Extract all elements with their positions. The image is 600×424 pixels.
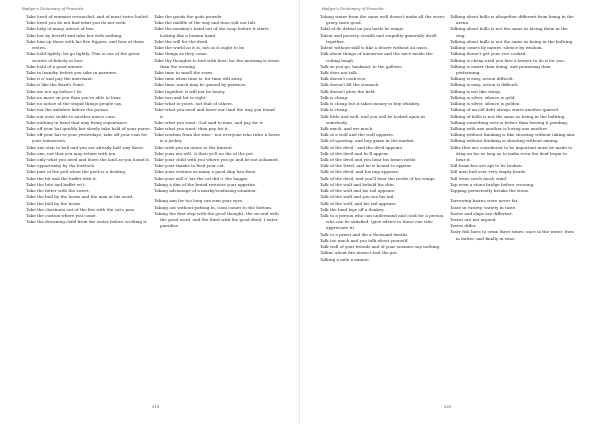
proverb-entry: Take with you an onion to the funeral. xyxy=(154,144,233,150)
page-number: 519 xyxy=(152,404,160,409)
left-page-column-2 xyxy=(154,14,280,229)
proverb-entry: Tastes differ. xyxy=(450,223,477,229)
proverb-entry: Talk doesn't plow the field. xyxy=(320,88,376,94)
page-number: 520 xyxy=(444,404,452,409)
proverb-entry: Talk the hind legs off a donkey. xyxy=(320,206,385,212)
proverb-entry: Take help of many, advice of few. xyxy=(26,26,95,32)
proverb-entry: Talking is silver, silence is golden. xyxy=(450,101,521,107)
proverb-entry: Talking about bulls is altogether different from being in the arena. xyxy=(450,14,574,26)
proverb-entry: Talking about bulls is not the same as facing them in the ring. xyxy=(450,26,568,38)
proverb-entry: Talk much, and err much. xyxy=(320,125,374,131)
proverb-entry: Talent and poverty, wealth and stupidity generally dwell together. xyxy=(320,32,437,44)
proverb-entry: Talk of the wolf and behold his skin. xyxy=(320,181,395,187)
proverb-entry: Take him up there with his five Eggses, and four of them rotten. xyxy=(26,38,144,51)
running-head: Badger's Dictionary of Proverbs xyxy=(322,6,384,11)
proverb-entry: Take your will o' tas the cat did o' the haggis. xyxy=(154,175,249,181)
proverb-entry: Take the goods the gods provide. xyxy=(154,14,223,19)
proverb-entry: Talk of the devil - and the devil appears. xyxy=(320,144,404,150)
proverb-entry: Talent without skill is like a desert without an oasis. xyxy=(320,45,429,51)
proverb-entry: Take her by herself and take her with nothing. xyxy=(26,32,123,38)
proverb-entry: Taking out without putting in, soon comes to the bottom. xyxy=(154,204,273,210)
right-page-column-1 xyxy=(320,14,446,263)
proverb-entry: Take what you want, God said to man, and pay for it. xyxy=(154,119,264,125)
proverb-entry: Take the middle of the way and thou wilt not fall. xyxy=(154,20,257,26)
proverb-entry: Take in laundry before you take in partners. xyxy=(26,69,118,75)
proverb-entry: Take part of the pelf when the pack is a dealing. xyxy=(26,169,127,175)
proverb-entry: Take your venture as many a good ship has done. xyxy=(154,169,257,175)
proverb-entry: Talk is cheap but it takes money to buy whiskey. xyxy=(320,101,421,107)
proverb-entry: Take one, not that you may return with ten. xyxy=(26,150,117,156)
proverb-entry: Talk of sporting, and buy game in the market. xyxy=(320,138,416,144)
proverb-entry: Take the bull by the horns and the man at his word. xyxy=(26,194,134,200)
proverb-entry: Take no more on you than you're able to bear. xyxy=(26,94,122,100)
proverb-entry: Talk to a person who can understand and cook for a person who can be satisfied. (give advice to those one who appreciate it) xyxy=(320,213,444,231)
right-page xyxy=(300,0,580,424)
proverb-entry: Take hold of a good minute. xyxy=(26,63,84,69)
proverb-entry: Talk little and well, and you will be looked upon as somebody. xyxy=(320,113,426,125)
proverb-entry: Talk of the wolf and you see his tail. xyxy=(320,194,395,200)
proverb-entry: Talk of the Devil, and he is bound to appear. xyxy=(320,163,412,169)
proverb-entry: Take the bitter with the sweet. xyxy=(26,188,90,194)
proverb-entry: Take no notice of the stupid things people say. xyxy=(26,101,123,107)
proverb-entry: Talking of bulls is not the same as being in the bullring. xyxy=(450,113,566,119)
proverb-entry: Tasty fish have to swim three times: once in the water, then in butter, and finally in wine. xyxy=(450,229,574,241)
proverb-entry: Talk of the devil, and his imp appears. xyxy=(320,169,400,175)
proverb-entry: Talk too much and you talk about yourself. xyxy=(320,237,409,243)
proverb-entry: Talk of a wolf and the wolf appears. xyxy=(320,132,395,138)
proverb-entry: Take time: much may be gained by patience. xyxy=(154,82,247,88)
proverb-entry: Talk about things of tomorrow and the mice inside the ceiling laugh. xyxy=(320,51,433,63)
proverb-entry: Take the bull by the horns. xyxy=(26,200,82,206)
proverb-entry: Take what you need and leave our land the way you found it. xyxy=(154,107,275,119)
proverb-entry: Talk as you go, husband, to the gallows. xyxy=(320,63,403,69)
proverb-entry: Talk doesn't fill the stomach. xyxy=(320,82,380,88)
proverb-entry: Talk of the devil and you hear his bones rattle. xyxy=(320,157,417,163)
proverb-entry: Take opportunity by the forelock. xyxy=(26,163,96,169)
proverb-entry: Take nothing in hand that may bring repentance. xyxy=(26,119,129,125)
proverb-entry: Tall branches are apt to be broken. xyxy=(450,163,523,169)
right-page-column-2 xyxy=(450,14,576,242)
proverb-entry: Take it like the Bard's Point. xyxy=(26,82,85,88)
proverb-entry: Taking water from the same well doesn't make all the wives' gravy taste good. xyxy=(320,14,446,26)
proverb-entry: Talk to a priest and die a thousand deaths. xyxy=(320,231,409,237)
proverb-entry: Take things as they come. xyxy=(154,51,208,57)
proverb-entry: Take the monkey's hand out of the soup before it starts looking like a human hand. xyxy=(154,26,269,38)
proverb-entry: Talks that are considered to be important must be made to drag on for so long as to make even the deaf begin to hear it. xyxy=(450,144,573,163)
proverb-entry: Take time when time is, for time will away. xyxy=(154,76,243,82)
proverb-entry: Take the chestnuts out of the fire with the cat's paw. xyxy=(26,206,135,212)
proverb-entry: Talking is cheap until you hire a lawyer to do it for you. xyxy=(450,57,566,63)
proverb-entry: Talking of an old debt always starts another quarrel. xyxy=(450,107,560,113)
proverb-entry: Tastes are not argued. xyxy=(450,217,497,222)
proverb-entry: Talal of de debtal an you heels he wings. xyxy=(320,26,405,32)
proverb-entry: Take it a' and pay the merchant. xyxy=(26,76,94,82)
proverb-entry: Take me not up before I fa'. xyxy=(26,88,84,94)
proverb-entry: Tall trees catch much wind. xyxy=(450,175,508,181)
proverb-entry: Talking about bulls is not the same as being in the bullring. xyxy=(450,38,574,44)
proverb-entry: Take the custom where you come. xyxy=(26,213,97,218)
left-page-column-1 xyxy=(26,14,152,225)
proverb-entry: Taking a dim of the bread restores your appetite. xyxy=(154,181,257,187)
proverb-entry: Talking without thinking is like shooting without taking aim. xyxy=(450,132,576,138)
proverb-entry: Talking is easy, action difficult. xyxy=(450,76,514,82)
proverb-entry: Tapping persistently breaks the stone. xyxy=(450,188,530,194)
proverb-entry: Take the bit and the buffet with it. xyxy=(26,175,98,181)
proverb-entry: Talking without thinking is shooting without aiming. xyxy=(450,138,559,144)
proverb-entry: Take off your hat to your yesterdays; take off your coat for your tomorrows. xyxy=(26,132,148,144)
proverb-entry: Take wisdom from the wise - not everyone who rides a horse is a jockey. xyxy=(154,132,280,144)
proverb-entry: Take the drowning child from the water before scolding it. xyxy=(26,219,148,225)
proverb-entry: Take your child with you where you go and be not ashamed. xyxy=(154,157,279,163)
proverb-entry: Talking is easier than doing, and promising than performing. xyxy=(450,63,551,75)
left-page xyxy=(0,0,280,424)
running-head: Badger's Dictionary of Proverbs xyxy=(22,6,84,11)
proverb-entry: Take heed of enemies reconciled, and of meat twice boiled. xyxy=(26,14,150,19)
proverb-entry: Tap even a stone bridge before crossing. xyxy=(450,181,535,187)
proverb-entry: Taking advantage of a murky/confusing situation. xyxy=(154,188,257,194)
proverb-entry: Tall men had ever very empty heads. xyxy=(450,169,527,175)
proverb-entry: Take the world as it is, not as it ought to be. xyxy=(154,45,246,51)
proverb-entry: Talk is cheap. xyxy=(320,94,349,100)
proverb-entry: Take not the antidote before the poison. xyxy=(26,107,110,113)
proverb-entry: Tastes and slaps are different. xyxy=(450,210,513,216)
proverb-entry: Talk well of your friends and of your enemies say nothing. xyxy=(320,244,441,250)
proverb-entry: Take the bite and buffet wi't. xyxy=(26,181,86,187)
proverb-entry: Take time to smell the roses. xyxy=(154,69,214,75)
proverb-entry: Take two and hit to right. xyxy=(154,94,207,100)
proverb-entry: Talking is easy, action is difficult. xyxy=(450,82,519,88)
proverb-entry: Talking something over is better than leaving it pending. xyxy=(450,119,569,125)
proverb-entry: Talking is not like doing. xyxy=(450,88,502,94)
proverb-entry: Take not your sickle to another man's corn. xyxy=(26,113,117,119)
proverb-entry: Take off your hat quickly but slowly take hold of your purse. xyxy=(26,125,151,131)
proverb-entry: Talking comes by nature, silence by wisdom. xyxy=(450,45,543,51)
proverb-entry: Talk of the wolf and his tail appears. xyxy=(320,188,396,194)
proverb-entry: Taking aim for too long can ruin your eyes. xyxy=(154,198,244,204)
proverb-entry: Take one step to hell and you are already half way there. xyxy=(26,144,145,150)
proverb-entry: Take heed you do not find what you do not seek. xyxy=(26,20,127,26)
proverb-entry: Talk of the devil and he'll appear. xyxy=(320,150,389,156)
proverb-entry: Tarrowing bairns were never fat. xyxy=(450,198,519,204)
proverb-entry: Take the will for the deed. xyxy=(154,38,209,44)
proverb-entry: Talkin' about fire doesn't boil the pot. xyxy=(320,250,398,256)
proverb-entry: Talking a mile a minute. xyxy=(320,256,371,262)
proverb-entry: Taste in variety, variety in taste. xyxy=(450,204,517,210)
proverb-entry: Talking doesn't get your rice cooked. xyxy=(450,51,527,57)
proverb-entry: Take what is yours, not that of others. xyxy=(154,101,233,107)
proverb-entry: Take your ain will, & then ye'll no die of the pet. xyxy=(154,150,255,156)
proverb-entry: Take hold lightly; let go lightly. This is one of the great secrets of felicity in love. xyxy=(26,51,140,63)
proverb-entry: Take your thanks to feed your cat. xyxy=(154,163,226,169)
proverb-entry: Talk of the wolf, and his tail appears. xyxy=(320,200,397,206)
proverb-entry: Take what you want, then pay for it. xyxy=(154,125,229,131)
proverb-entry: Talk of the devil, and you'll hear the rustle of his wings. xyxy=(320,175,436,181)
proverb-entry: Taking the first step with the good thought, the second with the good word, and the third with the good deed, I enter paradise. xyxy=(154,210,279,229)
proverb-entry: Talking is silver, silence is gold. xyxy=(450,94,516,100)
proverb-entry: Talking with one another is loving one another. xyxy=(450,125,548,131)
proverb-entry: Take together, it will not be heavy. xyxy=(154,88,226,94)
proverb-entry: Take only what you need and leave the land as you found it. xyxy=(26,157,151,163)
proverb-entry: Talk doesn't cook rice. xyxy=(320,76,367,82)
proverb-entry: Talk does not talk. xyxy=(320,69,359,75)
proverb-entry: Take thy thoughts to bed with thee, for the morning is wiser than the evening. xyxy=(154,57,280,69)
proverb-entry: Talk is cheap. xyxy=(320,107,349,113)
